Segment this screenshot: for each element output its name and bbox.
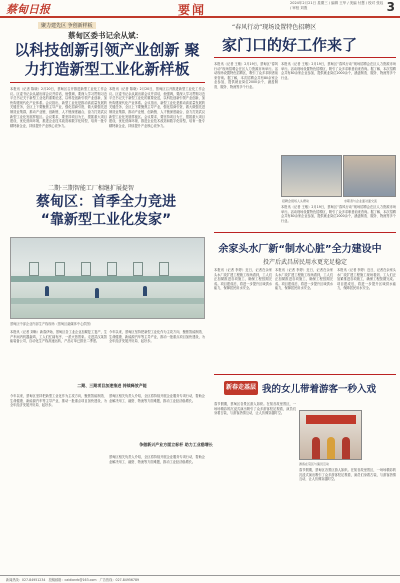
divider [10, 82, 205, 83]
masthead [0, 0, 400, 18]
tourism-photo-caption: 游客在景区与演员互动 [299, 462, 330, 466]
second-subhead: 二期、三期项目加速推进 持续释放产能 [77, 383, 147, 388]
newspaper-logo: 蔡甸日报 [6, 3, 50, 16]
tourism-body-col2: 春节假期，蔡甸区各景区游人如织。在知音故里景区，一场场精彩的沉浸式演出吸引了众多游客驻足观看，演员们身着古装，与游客热情互动，让人仿佛穿越时空。 [299, 468, 396, 482]
tourism-headline: 我的女儿带着游客一秒入戏 [262, 384, 377, 395]
lead-headline-kicker: 蔡甸区委书记余从斌： [68, 31, 143, 40]
water-body-col3: 本报讯（记者 李婷）近日，记者在余家头水厂改扩建工程施工现场看到，工人们正加紧推进各项施工，确保工程按期完成。项目建成后，将进一步提升区域供水能力，保障居民用水安全。 [337, 268, 396, 291]
column-tag: 新春走基层 [224, 381, 258, 395]
lead-body-col2: 本报讯（记者 陈晓）2月20日，蔡甸区召开推进新型工业化工作会议。区委书记余从斌出席会议并讲话，他强调，要深入学习贯彻习近平总书记关于新型工业化的重要论述，以科技创新引领产业创新，加快构建现代化产业体系。会议指出，新型工业化是推动高质量发展的关键任务，全区上下要聚焦主导产业，强化招商引资，做大做强先进制造业集群，推动产业链、创新链、人才链深度融合，奋力打造武汉新型工业化发展样板区。会议要求，要坚持项目为王，狠抓重大项目建设，优化营商环境，推进企业技术改造和数字化转型，培育一批专精特新企业，持续提升产业核心竞争力。 [109, 87, 205, 128]
lead-headline: 以科技创新引领产业创新 聚力打造新型工业化新样板 [14, 41, 200, 78]
job-fair-caption-right: 求职者与企业面对面交流 [344, 199, 378, 203]
right-body-col3: 本报讯（记者 王敏）2月19日，蔡甸区“春风行动”现场招聘会在区人力资源市场举行。活动现场设置特色招聘区，吸引了众多求职者前来咨询。据了解，本次招聘会共有80余家企业参加，提供就业岗位2000余个，涵盖制造、服务、物流等多个行业。 [281, 205, 396, 223]
divider [214, 374, 396, 375]
water-plant-subhead: 投产后武昌居民用水更充足稳定 [262, 259, 347, 266]
second-body-col4: 蔡甸区相关负责人介绍，全区将持续开展企业服务专项行动，帮助企业解决用工、融资、物流等方面难题，推动工业经济稳增长。 [109, 394, 205, 403]
water-body-col1: 本报讯（记者 李婷）近日，记者在余家头水厂改扩建工程施工现场看到，工人们正加紧推进各项施工，确保工程按期完成。项目建成后，将进一步提升区域供水能力，保障居民用水安全。 [214, 268, 272, 291]
tourism-body-col1: 春节假期，蔡甸区各景区游人如织。在知音故里景区，一场场精彩的沉浸式演出吸引了众多游客驻足观看，演员们身着古装，与游客热情互动，让人仿佛穿越时空。 [214, 402, 296, 416]
issue-meta: 2024年2月21日 星期三 / 编辑 王华 / 美编 付慧 / 校对 张珏 / 审校 刘胜 [290, 1, 384, 10]
footer: 新闻热线：027-84951234 投稿邮箱：caidianrb@163.com 广告热线：027-84956789 [0, 575, 400, 583]
right-headline: 家门口的好工作来了 [222, 36, 358, 54]
second-body-col5: 蔡甸区相关负责人介绍，全区将持续开展企业服务专项行动，帮助企业解决用工、融资、物流等方面难题，推动工业经济稳增长。 [109, 455, 205, 464]
right-body-col2: 本报讯（记者 王敏）2月19日，蔡甸区“春风行动”现场招聘会在区人力资源市场举行。活动现场设置特色招聘区，吸引了众多求职者前来咨询。据了解，本次招聘会共有80余家企业参加，提供就业岗位2000余个，涵盖制造、服务、物流等多个行业。 [281, 62, 396, 80]
job-fair-photo-left [281, 155, 342, 197]
second-body-col1: 本报讯（记者 刘畅）新春伊始，蔡甸区各工业企业加紧复工复产，生产车间内机器轰鸣，工人们忙碌有序，一派火热景象。走进武汉某智能装备公司，自动化生产线高速运转，产品订单已排至二季度。 [10, 330, 107, 344]
divider [214, 232, 396, 233]
second-kicker: 二期·三期智能工厂相继扩展提智 [48, 185, 134, 192]
water-body-col2: 本报讯（记者 李婷）近日，记者在余家头水厂改扩建工程施工现场看到，工人们正加紧推进各项施工，确保工程按期完成。项目建成后，将进一步提升区域供水能力，保障居民用水安全。 [275, 268, 333, 291]
section-title: 要闻 [178, 3, 207, 17]
factory-photo-caption: 蔡甸区中部企业内部生产线现场（蔡甸区融媒体中心供图） [10, 322, 93, 326]
second-subhead-2: 争做新兴产业方面立标杆 助力工业稳增长 [139, 442, 213, 447]
water-plant-headline: 余家头水厂新“制水心脏”全力建设中 [218, 244, 382, 255]
factory-photo [10, 237, 205, 319]
right-kicker: “春风行动”现场设置特色招聘区 [232, 24, 317, 31]
right-body-col1: 本报讯（记者 王敏）2月19日，蔡甸区“春风行动”现场招聘会在区人力资源市场举行。活动现场设置特色招聘区，吸引了众多求职者前来咨询。据了解，本次招聘会共有80余家企业参加，提供就业岗位2000余个，涵盖制造、服务、物流等多个行业。 [214, 62, 278, 89]
tourism-photo [299, 410, 362, 460]
second-body-col3: 今年以来，蔡甸区坚持把新型工业化作为主攻方向，聚焦智能制造、生命健康、新能源汽车等主导产业，推动一批重点项目加快建设，为全年经济发展开好局、起好步。 [10, 394, 107, 408]
lead-body-col1: 本报讯（记者 陈晓）2月20日，蔡甸区召开推进新型工业化工作会议。区委书记余从斌出席会议并讲话，他强调，要深入学习贯彻习近平总书记关于新型工业化的重要论述，以科技创新引领产业创新，加快构建现代化产业体系。会议指出，新型工业化是推动高质量发展的关键任务，全区上下要聚焦主导产业，强化招商引资，做大做强先进制造业集群，推动产业链、创新链、人才链深度融合，奋力打造武汉新型工业化发展样板区。会议要求，要坚持项目为王，狠抓重大项目建设，优化营商环境，推进企业技术改造和数字化转型，培育一批专精特新企业，持续提升产业核心竞争力。 [10, 87, 107, 128]
job-fair-caption-left: 招聘会现场人头攒动 [282, 199, 310, 203]
divider [214, 57, 396, 58]
page-number: 3 [386, 0, 395, 14]
second-body-col2: 今年以来，蔡甸区坚持把新型工业化作为主攻方向，聚焦智能制造、生命健康、新能源汽车等主导产业，推动一批重点项目加快建设，为全年经济发展开好局、起好步。 [109, 330, 205, 344]
second-headline: 蔡甸区：首季全力竞进 “靠新型工业化发家” [36, 194, 176, 228]
lead-kicker: 聚力建先区 争创新样板 [38, 22, 96, 29]
job-fair-photo-right [343, 155, 396, 197]
